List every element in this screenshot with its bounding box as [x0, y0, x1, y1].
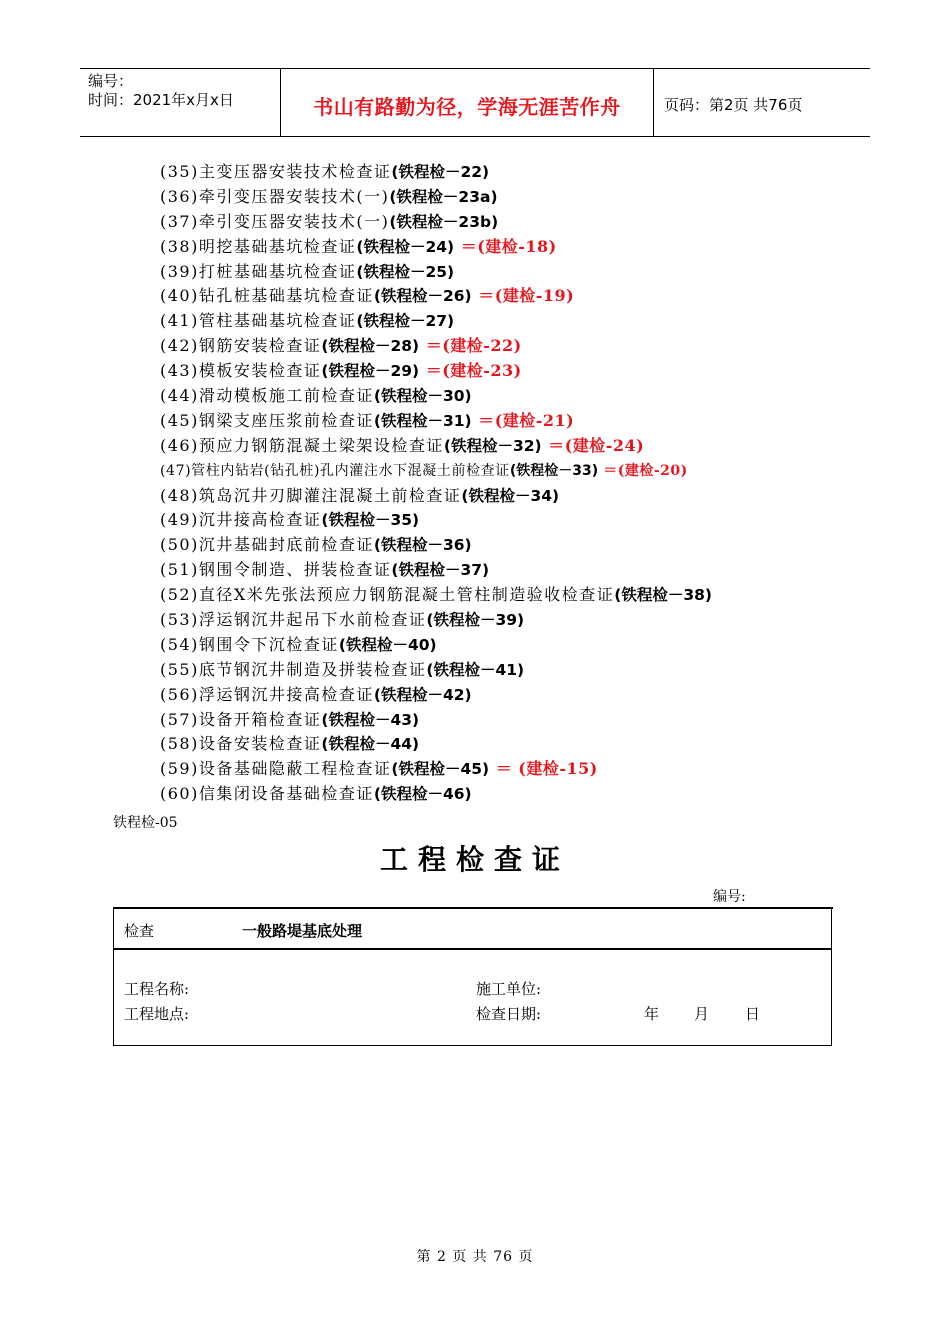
item-title: (54)钢围令下沉检查证 [160, 634, 339, 654]
list-item [160, 384, 712, 409]
date-day-label: 日 [745, 1005, 761, 1023]
item-title: (42)钢筋安装检查证 [160, 336, 322, 356]
list-item [160, 583, 712, 608]
item-equivalent-code: ＝(建检-23) [425, 361, 522, 381]
project-name-label: 工程名称: [124, 980, 190, 998]
item-title: (60)信集闭设备基础检查证 [160, 784, 374, 804]
item-ref-code: (铁程检－42) [373, 685, 472, 704]
item-ref-code: (铁程检－22) [391, 163, 490, 181]
header-page-info: 页码：第2页 共76页 [664, 96, 803, 114]
item-title: (50)沉井基础封底前检查证 [160, 535, 374, 555]
item-ref-code: (铁程检－29) [321, 362, 420, 381]
list-item [160, 608, 712, 633]
list-item [160, 210, 712, 235]
list-item [160, 683, 712, 708]
item-ref-code: (铁程检－32) [443, 436, 542, 455]
item-equivalent-code: ＝(建检-21) [478, 410, 575, 430]
header-number-label: 编号： [88, 72, 134, 90]
header-motto: 书山有路勤为径，学海无涯苦作舟 [313, 95, 621, 119]
header-time-label: 时间：2021年x月x日 [88, 91, 234, 109]
item-title: (58)设备安装检查证 [160, 734, 322, 754]
list-item [160, 409, 712, 434]
item-ref-code: (铁程检－35) [321, 511, 420, 530]
page-footer: 第 2 页 共 76 页 [416, 1249, 534, 1265]
item-ref-code: (铁程检－36) [373, 536, 472, 555]
item-title: (43)模板安装检查证 [160, 361, 322, 381]
item-ref-code: (铁程检－26) [373, 287, 472, 306]
item-title: (47)管柱内钻岩(钻孔桩)孔内灌注水下混凝土前检查证 [160, 462, 510, 479]
inspection-item-list [160, 160, 712, 807]
item-title: (39)打桩基础基坑检查证 [160, 261, 357, 281]
list-item [160, 434, 712, 459]
list-item [160, 260, 712, 285]
item-title: (46)预应力钢筋混凝土梁架设检查证 [160, 435, 444, 455]
list-item [160, 558, 712, 583]
item-title: (49)沉井接高检查证 [160, 510, 322, 530]
item-equivalent-code: ＝(建检-20) [603, 462, 688, 479]
item-ref-code: (铁程检－39) [426, 611, 525, 630]
item-title: (57)设备开箱检查证 [160, 709, 322, 729]
item-title: (48)筑岛沉井刃脚灌注混凝土前检查证 [160, 485, 462, 505]
item-ref-code: (铁程检－23b) [389, 212, 499, 231]
list-item [160, 459, 712, 484]
item-title: (35)主变压器安装技术检查证 [160, 162, 392, 181]
item-title: (38)明挖基础基坑检查证 [160, 236, 357, 256]
date-month-label: 月 [694, 1005, 710, 1023]
item-title: (51)钢围令制造、拼装检查证 [160, 560, 392, 580]
list-item [160, 235, 712, 260]
list-item [160, 309, 712, 334]
item-title: (52)直径X米先张法预应力钢筋混凝土管柱制造验收检查证 [160, 585, 615, 605]
list-item [160, 633, 712, 658]
item-ref-code: (铁程检－33) [509, 462, 599, 479]
item-title: (41)管柱基础基坑检查证 [160, 311, 357, 331]
list-item [160, 658, 712, 683]
list-item [160, 334, 712, 359]
item-equivalent-code: ＝(建检-18) [460, 236, 557, 256]
item-ref-code: (铁程检－24) [356, 237, 455, 256]
list-item [160, 757, 712, 782]
item-equivalent-code: ＝(建检-24) [548, 435, 645, 455]
item-equivalent-code: ＝(建检-19) [478, 286, 575, 306]
item-ref-code: (铁程检－41) [426, 660, 525, 679]
item-title: (59)设备基础隐蔽工程检查证 [160, 759, 392, 779]
item-ref-code: (铁程检－45) [391, 760, 490, 779]
check-label: 检查 [124, 922, 155, 940]
form-code: 铁程检-05 [113, 815, 178, 831]
form-title: 工程检查证 [379, 843, 570, 876]
list-item [160, 732, 712, 757]
page-header [80, 68, 870, 137]
item-ref-code: (铁程检－43) [321, 710, 420, 729]
check-date-label: 检查日期: [476, 1005, 542, 1023]
construction-unit-label: 施工单位: [476, 980, 542, 998]
header-divider [653, 69, 654, 136]
item-title: (55)底节钢沉井制造及拼装检查证 [160, 659, 427, 679]
check-row [114, 909, 831, 950]
header-meta [88, 72, 234, 110]
date-year-label: 年 [644, 1005, 660, 1023]
item-title: (56)浮运钢沉井接高检查证 [160, 684, 374, 704]
item-title: (36)牵引变压器安装技术(一) [160, 186, 390, 206]
item-equivalent-code: ＝ (建检-15) [495, 759, 598, 779]
item-ref-code: (铁程检－27) [356, 312, 455, 331]
list-item [160, 782, 712, 807]
item-ref-code: (铁程检－30) [373, 387, 472, 406]
item-title: (53)浮运钢沉井起吊下水前检查证 [160, 610, 427, 630]
item-ref-code: (铁程检－40) [338, 635, 437, 654]
item-ref-code: (铁程检－23a) [389, 187, 498, 206]
list-item [160, 185, 712, 210]
item-ref-code: (铁程检－31) [373, 411, 472, 430]
list-item [160, 160, 712, 185]
item-ref-code: (铁程检－46) [373, 785, 472, 804]
item-ref-code: (铁程检－34) [461, 486, 560, 505]
list-item [160, 484, 712, 509]
inspection-form-table [113, 907, 832, 1046]
item-ref-code: (铁程检－44) [321, 735, 420, 754]
item-ref-code: (铁程检－28) [321, 337, 420, 356]
list-item [160, 708, 712, 733]
list-item [160, 359, 712, 384]
item-title: (44)滑动模板施工前检查证 [160, 386, 374, 406]
item-title: (40)钻孔桩基础基坑检查证 [160, 286, 374, 306]
item-title: (37)牵引变压器安装技术(一) [160, 211, 390, 231]
item-ref-code: (铁程检－25) [356, 262, 455, 281]
item-ref-code: (铁程检－37) [391, 561, 490, 580]
project-site-label: 工程地点: [124, 1005, 190, 1023]
list-item [160, 508, 712, 533]
list-item [160, 284, 712, 309]
list-item [160, 533, 712, 558]
check-value: 一般路堤基底处理 [242, 922, 363, 940]
item-title: (45)钢梁支座压浆前检查证 [160, 410, 374, 430]
item-equivalent-code: ＝(建检-22) [425, 336, 522, 356]
form-number-label: 编号: [713, 889, 746, 905]
item-ref-code: (铁程检－38) [614, 586, 712, 605]
